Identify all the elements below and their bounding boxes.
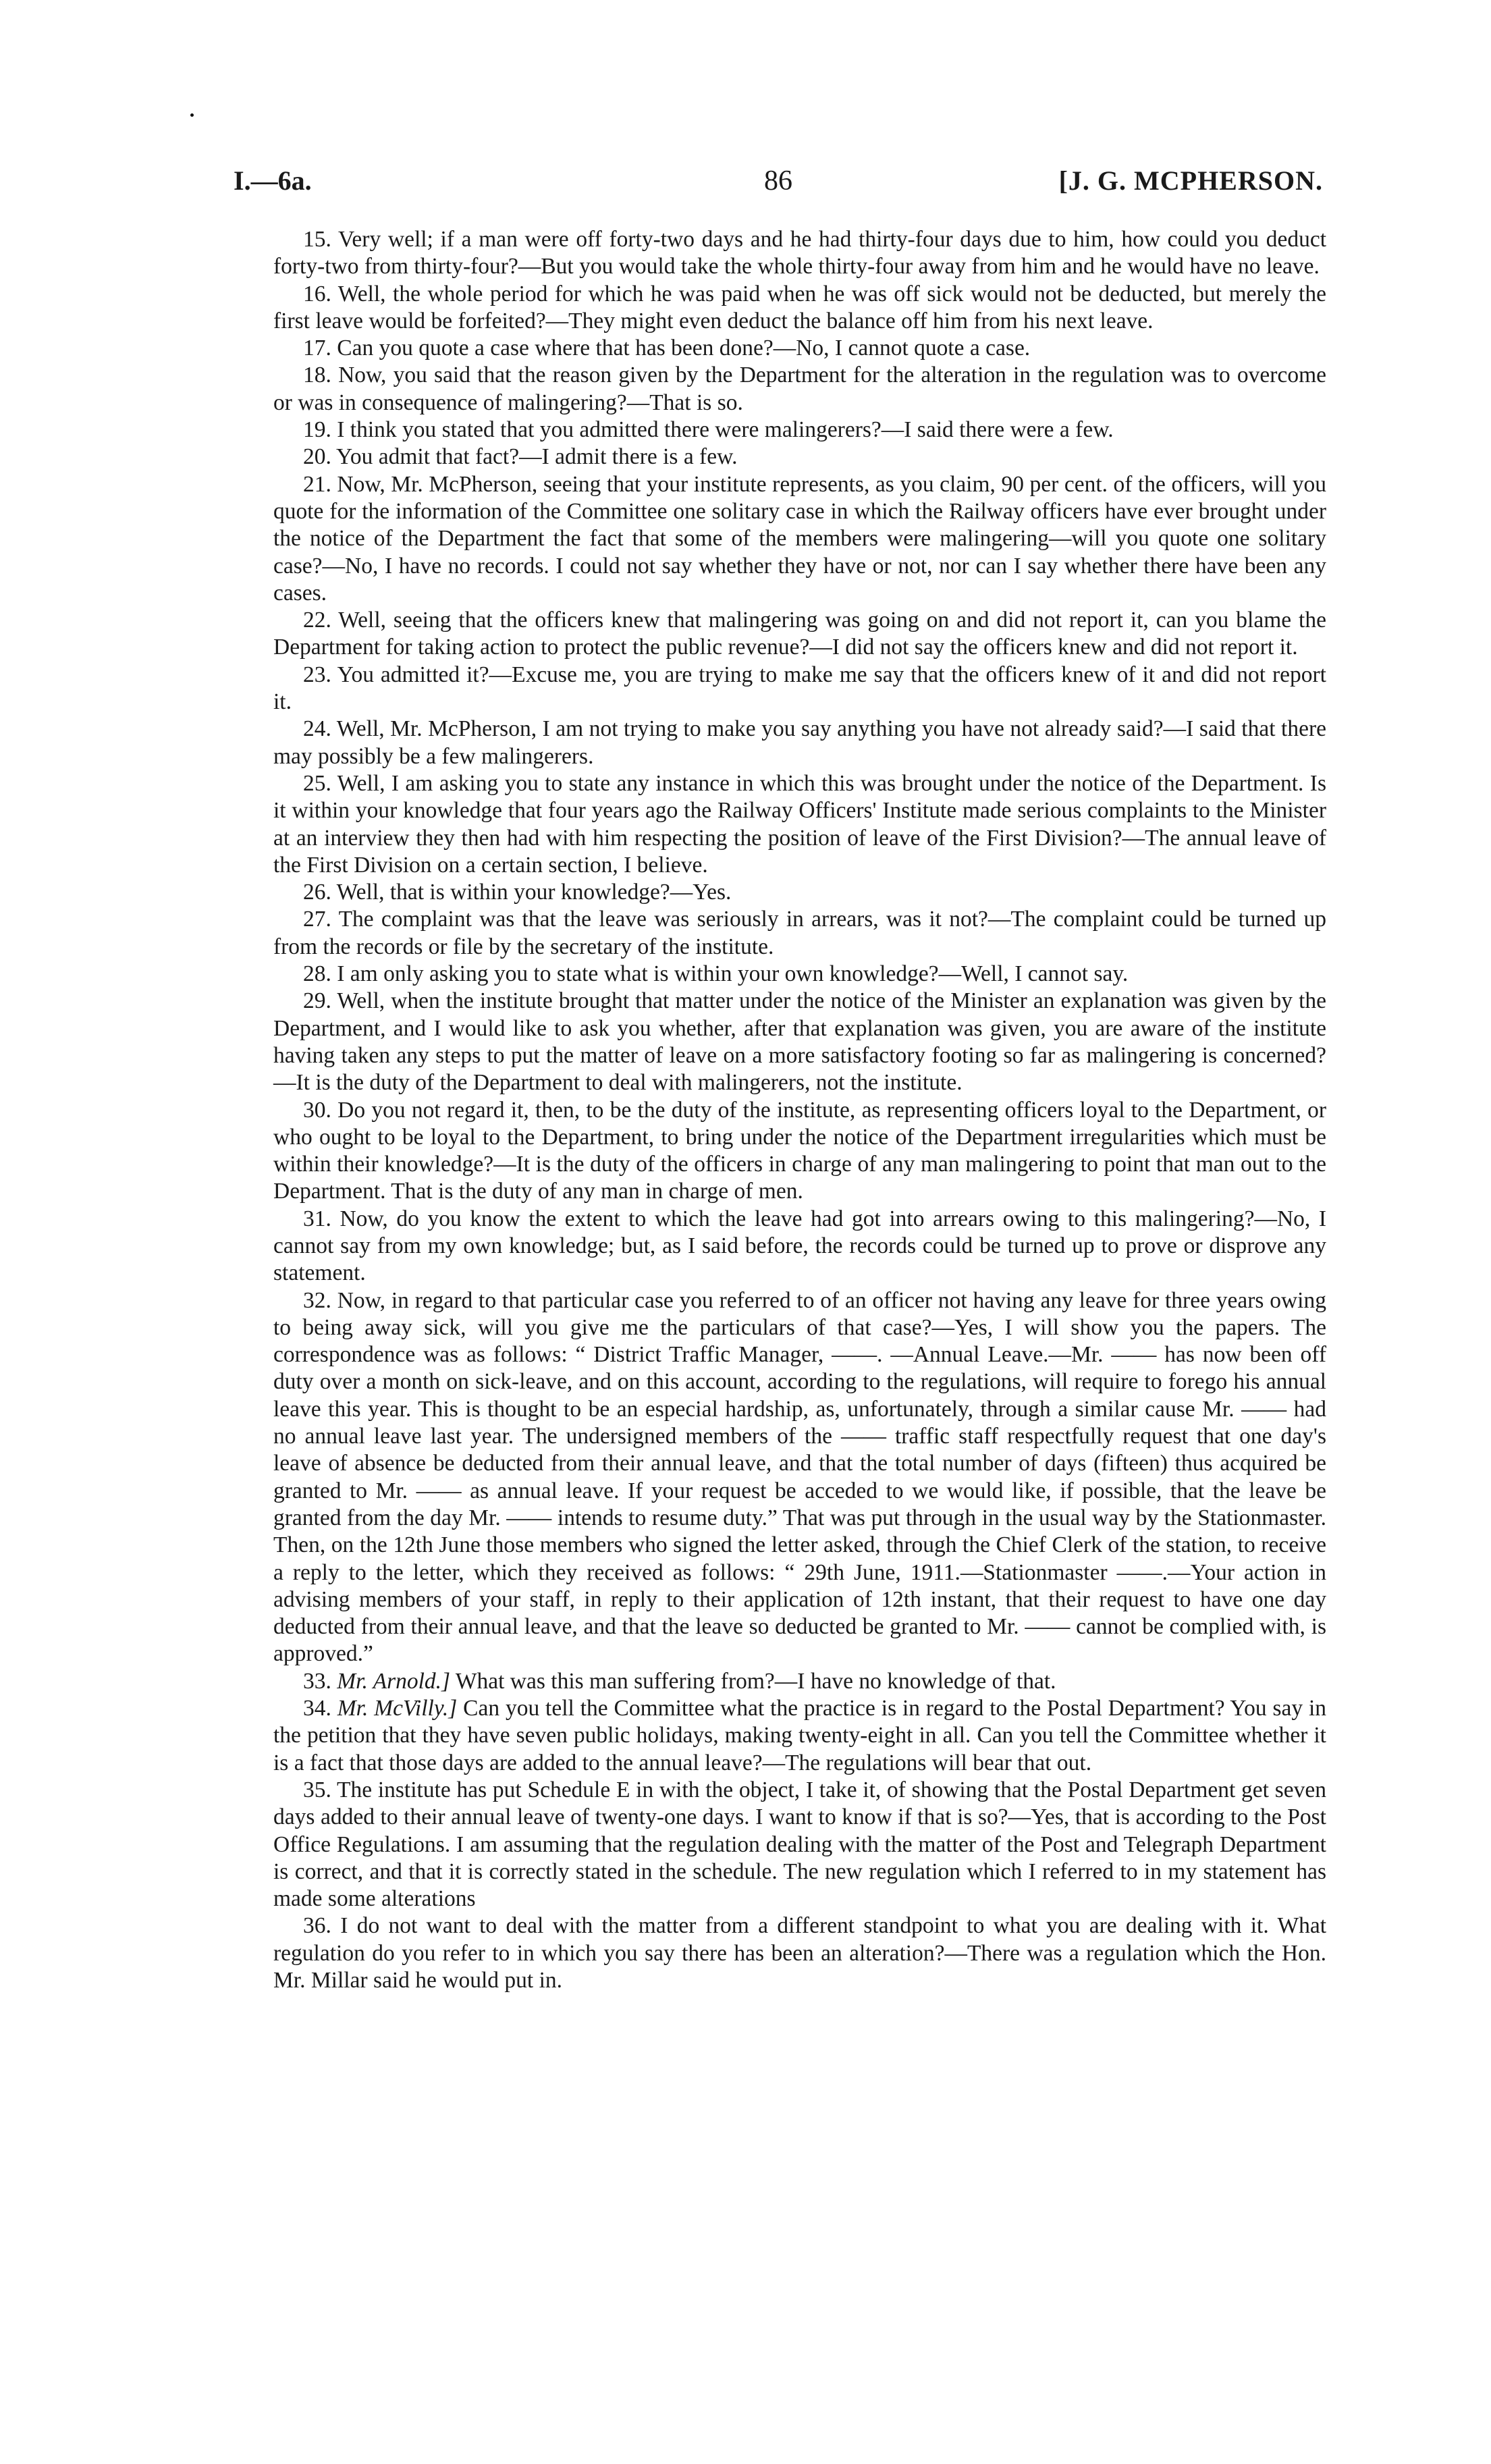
paragraph: [273, 444, 1326, 471]
question-number: 34.: [303, 1696, 331, 1721]
speaker-name: Mr. McVilly.]: [337, 1696, 458, 1721]
question-number: 33.: [303, 1668, 331, 1694]
paragraph-text: The institute has put Schedule E in with the object, I take it, of showing that the Postal Department get seven days added to their annual leave of twenty-one days. I want to know if that is so?—Yes, that is according to the Post Office Regulations. I am assuming that the regulation dealing with the matter of the Post and Telegraph Department is correct, and that it is correctly stated in the schedule. The new regulation which I referred to in my statement has made some alterations: [273, 1777, 1326, 1912]
paragraph: [273, 1206, 1326, 1287]
paragraph-text: You admitted it?—Excuse me, you are trying to make me say that the officers knew of it and did not report it.: [273, 662, 1326, 715]
paragraph: [273, 879, 1326, 906]
question-number: 21.: [303, 471, 331, 497]
question-number: 17.: [303, 336, 331, 361]
paragraph: [273, 716, 1326, 770]
paragraph: [273, 906, 1326, 961]
paragraph: [273, 362, 1326, 417]
paragraph: [273, 988, 1326, 1096]
paragraph-text: Can you quote a case where that has been done?—No, I cannot quote a case.: [337, 336, 1031, 361]
paragraph: [273, 1668, 1326, 1695]
question-number: 35.: [303, 1777, 331, 1802]
paragraph: [273, 1777, 1326, 1912]
paragraph: [273, 471, 1326, 607]
paragraph: [273, 961, 1326, 988]
paragraph-text: I think you stated that you admitted there were malingerers?—I said there were a few.: [337, 417, 1114, 443]
paragraph: [273, 281, 1326, 336]
question-number: 28.: [303, 961, 331, 987]
question-number: 16.: [303, 281, 331, 306]
page-number: 86: [764, 165, 792, 196]
paragraph-text: Can you tell the Committee what the practice is in regard to the Postal Department? You say in the petition that they have seven public holidays, making twenty-eight in all. Can you tell the Committee whether it is a fact that those days are added to the annual leave?—The regulations will bear that out.: [273, 1696, 1327, 1775]
paragraph-text: Now, in regard to that particular case you referred to of an officer not having any leave for three years owing to being away sick, will you give me the particulars of that case?—Yes, I will show you the papers. The correspondence was as follows: “ District Traffic Manager, ——. —Annual Leave.—Mr. —— has now been off duty over a month on sick-leave, and on this account, according to the regulations, will require to forego his annual leave this year. This is thought to be an especial hardship, as, unfortunately, through a similar cause Mr. —— had no annual leave last year. The undersigned members of the —— traffic staff respectfully request that one day's leave of absence be deducted from their annual leave, and that the total number of days (fifteen) thus acquired be granted to Mr. —— as annual leave. If your request be acceded to we would like, if possible, that the leave be granted from the day Mr. —— intends to resume duty.” That was put through in the usual way by the Stationmaster. Then, on the 12th June those members who signed the letter asked, through the Chief Clerk of the station, to receive a reply to the letter, which they received as follows: “ 29th June, 1911.—Stationmaster ——.—Your action in advising members of your staff, in reply to their application of 12th instant, that their request to have one day deducted from their annual leave, and that the leave so deducted be granted to Mr. —— cannot be complied with, is approved.”: [273, 1287, 1326, 1667]
paragraph-text: I do not want to deal with the matter from a different standpoint to what you are dealing with it. What regulation do you refer to in which you say there has been an alteration?—There was a regulation which the Hon. Mr. Millar said he would put in.: [273, 1913, 1326, 1993]
paragraph-text: Do you not regard it, then, to be the duty of the institute, as representing officers loyal to the Department, or who ought to be loyal to the Department, to bring under the notice of the Department irregularities which must be within their knowledge?—It is the duty of the officers in charge of any man malingering to point that man out to the Department. That is the duty of any man in charge of men.: [273, 1097, 1327, 1204]
paragraph-text: What was this man suffering from?—I have no knowledge of that.: [455, 1668, 1056, 1694]
question-number: 24.: [303, 716, 331, 742]
paragraph-text: Well, when the institute brought that matter under the notice of the Minister an explanation was given by the Department, and I would like to ask you whether, after that explanation was given, you are aware of the institute having taken any steps to put the matter of leave on a more satisfactory footing so far as malingering is concerned?—It is the duty of the Department to deal with malingerers, not the institute.: [273, 988, 1326, 1096]
question-number: 19.: [303, 417, 331, 443]
paragraph: [273, 607, 1326, 662]
paragraph: [273, 662, 1326, 716]
paragraph-text: The complaint was that the leave was seriously in arrears, was it not?—The complaint could be turned up from the records or file by the secretary of the institute.: [273, 907, 1326, 959]
testimony-body: [273, 226, 1326, 1994]
paragraph: [273, 1912, 1326, 1994]
paragraph: [273, 1287, 1326, 1668]
paragraph: [273, 335, 1326, 362]
question-number: 25.: [303, 770, 331, 796]
paragraph-text: You admit that fact?—I admit there is a few.: [336, 444, 738, 470]
paragraph-text: Now, Mr. McPherson, seeing that your institute represents, as you claim, 90 per cent. of the officers, will you quote for the information of the Committee one solitary case in which the Railway officers have ever brought under the notice of the Department the fact that some of the members were malingering—will you quote one solitary case?—No, I have no records. I could not say whether they have or not, nor can I say whether there have been any cases.: [273, 471, 1326, 606]
paragraph-text: Well, the whole period for which he was paid when he was off sick would not be deducted, but merely the first leave would be forfeited?—They might even deduct the balance off him from his next leave.: [273, 281, 1326, 333]
question-number: 22.: [303, 608, 331, 633]
paragraph: [273, 417, 1326, 444]
paragraph-text: Now, you said that the reason given by the Department for the alteration in the regulation was to overcome or was in consequence of malingering?—That is so.: [273, 363, 1327, 415]
question-number: 18.: [303, 363, 331, 388]
document-reference: I.—6a.: [234, 165, 312, 196]
speaker-name: Mr. Arnold.]: [337, 1668, 451, 1694]
paragraph: [273, 1097, 1326, 1206]
question-number: 20.: [303, 444, 331, 470]
paragraph-text: Now, do you know the extent to which the leave had got into arrears owing to this malingering?—No, I cannot say from my own knowledge; but, as I said before, the records could be turned up to prove or disprove any statement.: [273, 1206, 1326, 1286]
question-number: 23.: [303, 662, 331, 687]
paragraph-text: Well, Mr. McPherson, I am not trying to make you say anything you have not already said?—I said that there may possibly be a few malingerers.: [273, 716, 1326, 769]
paragraph: [273, 770, 1326, 879]
question-number: 32.: [303, 1287, 331, 1313]
page-mark: [190, 113, 194, 117]
paragraph-text: Well, I am asking you to state any instance in which this was brought under the notice of the Department. Is it within your knowledge that four years ago the Railway Officers' Institute made serious complaints to the Minister at an interview they then had with him respecting the position of leave of the First Division?—The annual leave of the First Division on a certain section, I believe.: [273, 770, 1326, 878]
question-number: 31.: [303, 1206, 331, 1231]
question-number: 15.: [303, 227, 331, 252]
question-number: 29.: [303, 988, 331, 1014]
paragraph: [273, 226, 1326, 281]
paragraph-text: Very well; if a man were off forty-two days and he had thirty-four days due to him, how could you deduct forty-two from thirty-four?—But you would take the whole thirty-four away from him and he would have no leave.: [273, 227, 1326, 279]
witness-name: [J. G. MCPHERSON.: [1058, 165, 1323, 196]
paragraph-text: I am only asking you to state what is within your own knowledge?—Well, I cannot say.: [337, 961, 1129, 987]
paragraph-text: Well, seeing that the officers knew that malingering was going on and did not report it, can you blame the Department for taking action to protect the public revenue?—I did not say the officers knew and did not report it.: [273, 608, 1326, 660]
question-number: 30.: [303, 1097, 331, 1123]
page-header: [234, 165, 1323, 197]
paragraph-text: Well, that is within your knowledge?—Yes.: [336, 880, 732, 905]
question-number: 26.: [303, 880, 331, 905]
question-number: 27.: [303, 907, 331, 932]
paragraph: [273, 1695, 1326, 1777]
question-number: 36.: [303, 1913, 331, 1939]
